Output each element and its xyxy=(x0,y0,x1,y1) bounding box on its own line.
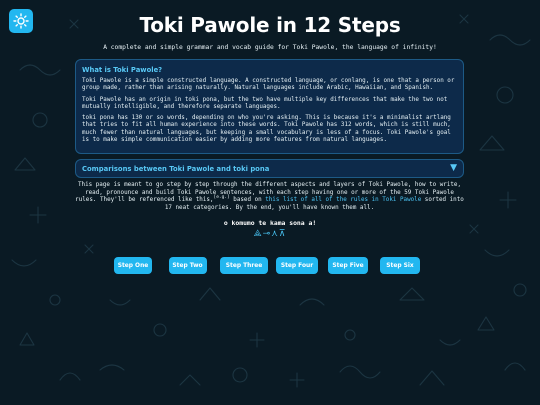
comparisons-accordion[interactable] xyxy=(75,159,464,178)
what-is-paragraph-1: Toki Pawole is a simple constructed language. A constructed language, or conlang, is one that a person or group made, rather than arising naturally. Natural languages include Arabic, Hawaiian, and Spanish. xyxy=(82,78,455,92)
step-one-button[interactable]: Step One xyxy=(114,257,152,274)
intro-text xyxy=(75,182,464,212)
rules-list-link[interactable]: this list of all of the rules in Toki Pawole xyxy=(265,197,422,204)
step-two-button[interactable]: Step Two xyxy=(169,257,207,274)
page-title: Toki Pawole in 12 Steps xyxy=(139,13,401,37)
what-is-paragraph-3: toki pona has 130 or so words, depending on who you're asking. This is because it's a minimalist artlang that tries to fit all human experience into these words. Toki Pawole has 312 words, which is still much, much fewer than natural languages, but keeping a small vocabulary is less of a focus. Toki Pawole's goal is to make simple communication easier by adding more features from natural languages. xyxy=(82,115,451,144)
step-six-button[interactable]: Step Six xyxy=(380,257,420,274)
what-is-heading: What is Toki Pawole? xyxy=(82,66,163,74)
step-three-button[interactable]: Step Three xyxy=(220,257,268,274)
sitelen-glyph-line: ⟁⊸⋏⊼ xyxy=(253,229,287,239)
comparisons-heading: Comparisons between Toki Pawole and toki pona xyxy=(82,165,270,173)
what-is-paragraph-2: Toki Pawole has an origin in toki pona, but the two have multiple key differences that make the two not mutually intelligible, and therefore separate languages. xyxy=(82,96,448,110)
page-subtitle: A complete and simple grammar and vocab guide for Toki Pawole, the language of infinity! xyxy=(103,44,437,51)
intro-text-middle: based on xyxy=(229,197,266,204)
tagline: o komumo te kama sona a! xyxy=(223,219,317,227)
step-four-button[interactable]: Step Four xyxy=(276,257,318,274)
chevron-down-icon[interactable]: ▼ xyxy=(450,163,457,173)
intro-text-after: sorted into 17 neat categories. By the end, you'll have known them all. xyxy=(164,197,464,211)
step-buttons xyxy=(114,257,426,274)
reference-example: [e.g.] xyxy=(213,195,230,201)
what-is-panel xyxy=(75,59,464,154)
intro-text-before: This page is meant to go step by step through the different aspects and layers of Toki Pawole, how to write, read, pronounce and build Toki Pawole sentences, with each step having one or more of the 59 Toki Pawole rules. They'll be referenced like this, xyxy=(75,182,462,204)
step-five-button[interactable]: Step Five xyxy=(328,257,368,274)
